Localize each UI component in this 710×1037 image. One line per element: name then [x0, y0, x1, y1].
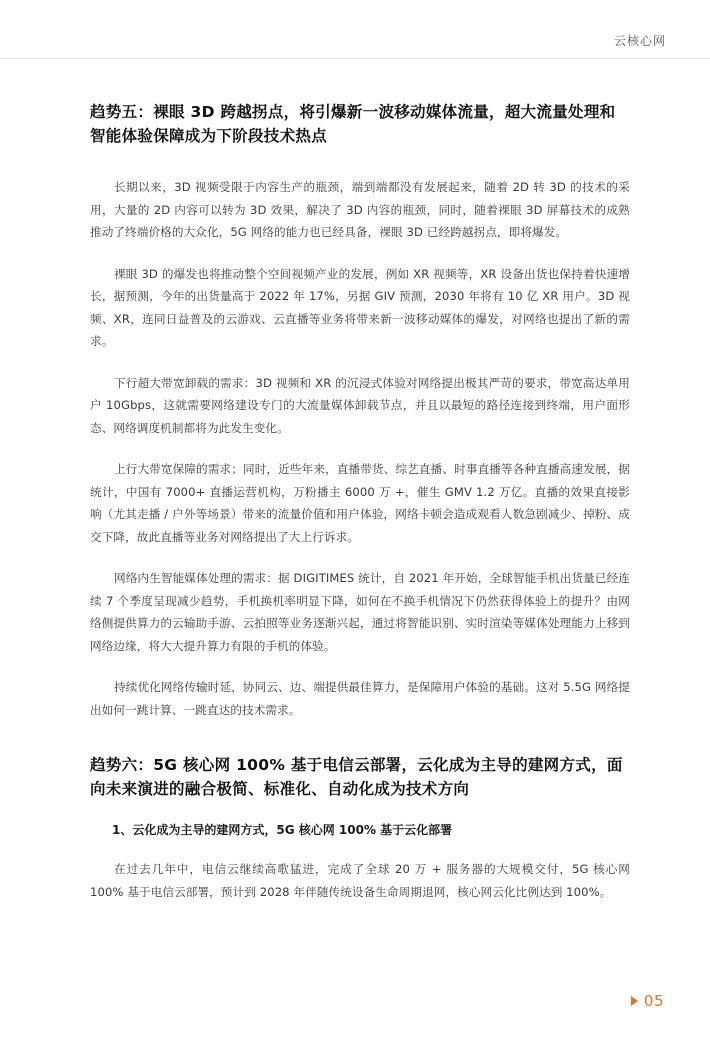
- play-arrow-icon: [631, 996, 638, 1006]
- trend5-paragraph-6: 持续优化网络传输时延，协同云、边、端提供最佳算力，是保障用户体验的基础。这对 5.5G 网络提出如何一跳计算、一跳直达的技术需求。: [90, 680, 630, 717]
- trend6-title: 趋势六：5G 核心网 100% 基于电信云部署，云化成为主导的建网方式，面向未来演进的融合极简、标准化、自动化成为技术方向: [90, 756, 623, 798]
- trend5-paragraph-1: 长期以来，3D 视频受限于内容生产的瓶颈，端到端都没有发展起来，随着 2D 转 3D 的技术的采用，大量的 2D 内容可以转为 3D 效果，解决了 3D 内容的瓶颈，同时，随着裸眼 3D 屏幕技术的成熟推动了终端价格的大众化，5G 网络的能力也已经具备，裸眼 3D 已经跨越拐点，即将爆发。: [90, 180, 630, 239]
- trend6-subsection-title: 1、云化成为主导的建网方式，5G 核心网 100% 基于云化部署: [112, 823, 453, 837]
- page-header: [0, 0, 710, 59]
- trend5-title: 趋势五：裸眼 3D 跨越拐点，将引爆新一波移动媒体流量，超大流量处理和智能体验保障成为下阶段技术热点: [90, 103, 616, 145]
- trend5-paragraph-3: 下行超大带宽卸载的需求：3D 视频和 XR 的沉浸式体验对网络提出极其严苛的要求，带宽高达单用户 10Gbps，这就需要网络建设专门的大流量媒体卸载节点，并且以最短的路径连接到终端，用户面形态、网络调度机制都将为此发生变化。: [90, 375, 630, 435]
- page-number: 05: [643, 992, 664, 1010]
- trend6-paragraph-1: 在过去几年中，电信云继续高歌猛进，完成了全球 20 万 + 服务器的大规模交付，5G 核心网 100% 基于电信云部署，预计到 2028 年伴随传统设备生命周期退网，核心网云化比例达到 100%。: [90, 862, 630, 899]
- header-brand: 云核心网: [613, 34, 666, 48]
- page-content: [90, 100, 630, 903]
- trend5-paragraph-2: 裸眼 3D 的爆发也将推动整个空间视频产业的发展，例如 XR 视频等，XR 设备出货也保持着快速增长，据预测，今年的出货量高于 2022 年 17%，另据 GIV 预测，2030 年将有 10 亿 XR 用户。3D 视频、XR，连同日益普及的云游戏、云直播等业务将带来新一波移动媒体的爆发，对网络也提出了新的需求。: [90, 266, 630, 348]
- trend5-paragraph-4: 上行大带宽保障的需求；同时，近些年来，直播带货、综艺直播、时事直播等各种直播高速发展，据统计，中国有 7000+ 直播运营机构，万粉播主 6000 万 +，催生 GMV 1.2 万亿。直播的效果直接影响（尤其走播 / 户外等场景）带来的流量价值和用户体验，网络卡顿会造成观看人数急剧减少、掉粉、成交下降，故此直播等业务对网络提出了大上行诉求。: [90, 462, 630, 544]
- page-footer: [631, 992, 664, 1010]
- trend5-paragraph-5: 网络内生智能媒体处理的需求：据 DIGITIMES 统计，自 2021 年开始，全球智能手机出货量已经连续 7 个季度呈现减少趋势，手机换机率明显下降，如何在不换手机情况下仍然获得体验上的提升？由网络侧提供算力的云输助手游、云拍照等业务逐渐兴起，通过将智能识别、实时渲染等媒体处理能力上移到网络边缘，将大大提升算力有限的手机的体验。: [90, 571, 630, 653]
